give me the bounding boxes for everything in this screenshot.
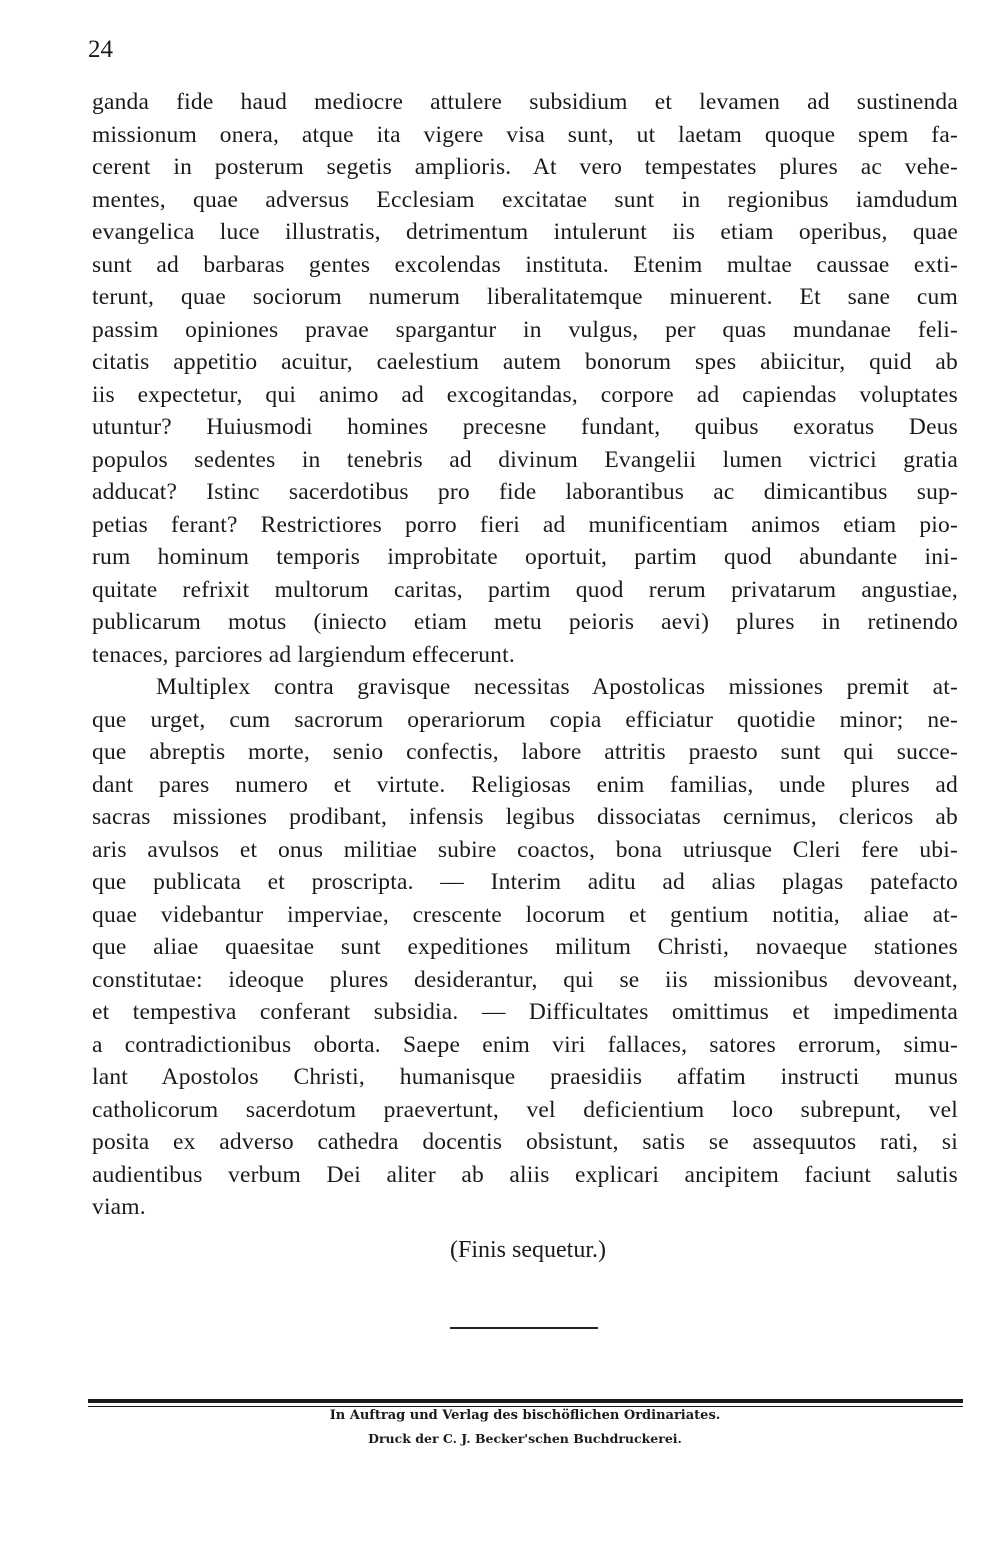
text-line: que aliae quaesitae sunt expeditiones militum Christi, novaeque stationes: [92, 934, 958, 960]
text-line: populos sedentes in tenebris ad divinum Evangelii lumen victrici gratia: [92, 446, 958, 473]
text-line: Multiplex contra gravisque necessitas Apostolicas missiones premit at-: [156, 674, 958, 700]
imprint-publisher: In Auftrag und Verlag des bischöflichen Ordinariates.: [329, 1408, 721, 1423]
text-line: ganda fide haud mediocre attulere subsidium et levamen ad sustinenda: [92, 89, 958, 115]
text-line: viam.: [92, 1194, 146, 1220]
text-line: catholicorum sacerdotum praevertunt, vel deficientium loco subrepunt, vel: [92, 1096, 958, 1123]
text-line: iis expectetur, qui animo ad excogitandas, corpore ad capiendas voluptates: [92, 381, 958, 408]
text-line: quitate refrixit multorum caritas, partim quod rerum privatarum angustiae,: [92, 576, 958, 603]
text-line: passim opiniones pravae spargantur in vulgus, per quas mundanae feli-: [92, 316, 958, 343]
page-number: 24: [88, 36, 113, 63]
finis-note: (Finis sequetur.): [450, 1237, 606, 1263]
text-line: sunt ad barbaras gentes excolendas instituta. Etenim multae caussae exti-: [92, 251, 958, 278]
text-line: a contradictionibus oborta. Saepe enim viri fallaces, satores errorum, simu-: [92, 1031, 958, 1058]
body-text: [92, 86, 958, 1224]
text-line: cerent in posterum segetis amplioris. At vero tempestates plures ac vehe-: [92, 154, 958, 180]
text-line: missionum onera, atque ita vigere visa sunt, ut laetam quoque spem fa-: [92, 121, 958, 148]
text-line: evangelica luce illustratis, detrimentum intulerunt iis etiam operibus, quae: [92, 219, 958, 245]
text-line: rum hominum temporis improbitate oportuit, partim quod abundante ini-: [92, 544, 958, 570]
footer-rule-thick: [88, 1399, 963, 1403]
imprint-printer: Druck der C. J. Becker'schen Buchdruckerei.: [368, 1431, 682, 1446]
text-line: aris avulsos et onus militiae subire coactos, bona utriusque Cleri fere ubi-: [92, 836, 958, 863]
text-line: que urget, cum sacrorum operariorum copia efficiatur quotidie minor; ne-: [92, 706, 958, 733]
text-line: utuntur? Huiusmodi homines precesne fundant, quibus exoratus Deus: [92, 414, 958, 440]
text-line: constitutae: ideoque plures desiderantur, qui se iis missionibus devoveant,: [92, 966, 958, 993]
text-line: petias ferant? Restrictiores porro fieri ad munificentiam animos etiam pio-: [92, 511, 958, 538]
text-line: adducat? Istinc sacerdotibus pro fide laborantibus ac dimicantibus sup-: [92, 479, 958, 505]
text-line: que publicata et proscripta. — Interim aditu ad alias plagas patefacto: [92, 869, 958, 895]
text-line: et tempestiva conferant subsidia. — Difficultates omittimus et impedimenta: [92, 999, 958, 1025]
section-divider: [450, 1327, 598, 1329]
text-line: terunt, quae sociorum numerum liberalitatemque minuerent. Et sane cum: [92, 284, 958, 310]
text-line: que abreptis morte, senio confectis, labore attritis praesto sunt qui succe-: [92, 739, 958, 765]
text-line: lant Apostolos Christi, humanisque praesidiis affatim instructi munus: [92, 1064, 958, 1090]
text-line: mentes, quae adversus Ecclesiam excitatae sunt in regionibus iamdudum: [92, 186, 958, 213]
text-line: quae videbantur imperviae, crescente locorum et gentium notitia, aliae at-: [92, 901, 958, 928]
text-line: publicarum motus (iniecto etiam metu peioris aevi) plures in retinendo: [92, 609, 958, 635]
text-line: tenaces, parciores ad largiendum effecerunt.: [92, 641, 515, 668]
text-line: dant pares numero et virtute. Religiosas enim familias, unde plures ad: [92, 771, 958, 798]
text-line: posita ex adverso cathedra docentis obsistunt, satis se assequutos rati, si: [92, 1129, 958, 1155]
text-line: audientibus verbum Dei aliter ab aliis explicari ancipitem faciunt salutis: [92, 1161, 958, 1188]
text-line: sacras missiones prodibant, infensis legibus dissociatas cernimus, clericos ab: [92, 804, 958, 830]
text-line: citatis appetitio acuitur, caelestium autem bonorum spes abiicitur, quid ab: [92, 349, 958, 375]
